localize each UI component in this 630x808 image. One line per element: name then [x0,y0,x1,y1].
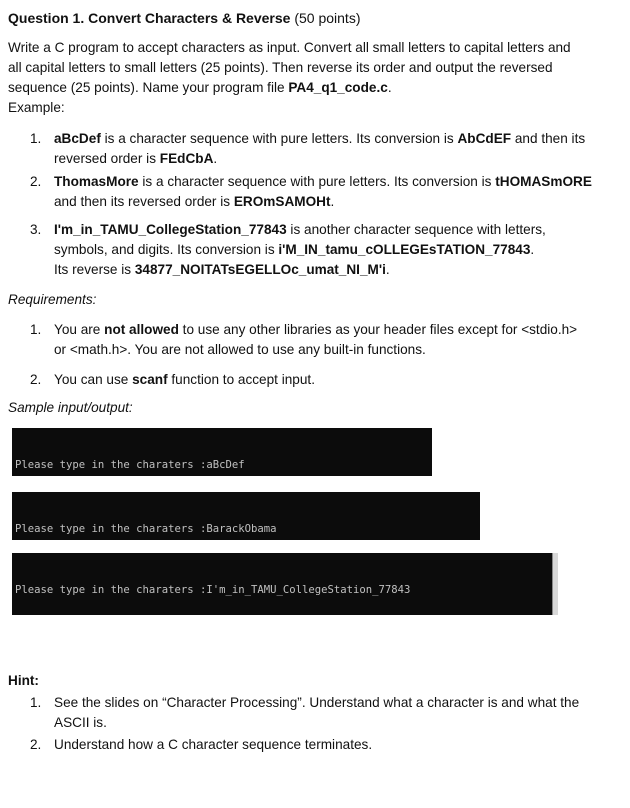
requirements-heading: Requirements: [8,292,97,307]
console-line: Please type in the charaters :aBcDef [15,459,245,471]
hint-item-2: 2. Understand how a C character sequence terminates. [30,737,373,752]
console-scrollbar[interactable] [552,553,558,615]
example-item-1: 1. aBcDef is a character sequence with pure letters. Its conversion is AbCdEF and then its reversed order is FEdCbA. [30,131,586,166]
program-filename: PA4_q1_code.c [288,80,388,95]
console-window-1 [12,428,432,476]
example-item-3: 3. I'm_in_TAMU_CollegeStation_77843 is another character sequence with letters, symbols, and digits. Its conversion is i'M_IN_tamu_cOLLEGEsTATION_77843. Its reverse is 34877_NOITATsEGELLOc_umat_NI_M'i. [30,222,546,277]
console-line: Please type in the charaters :I'm_in_TAMU_CollegeStation_77843 [15,584,411,596]
sample-heading: Sample input/output: [8,400,133,415]
hint-heading: Hint: [8,673,39,688]
example-item-2: 2. ThomasMore is a character sequence with pure letters. Its conversion is tHOMASmORE and then its reversed order is EROmSAMOHt. [30,174,592,209]
requirement-item-1: 1. You are not allowed to use any other libraries as your header files except for <stdio.h> or <math.h>. You are not allowed to use any built-in functions. [30,322,578,357]
console-window-3 [12,553,558,615]
example-label: Example: [8,100,65,115]
console-window-2 [12,492,480,540]
hint-item-1: 1. See the slides on “Character Processing”. Understand what a character is and what the ASCII is. [30,695,580,730]
requirement-item-2: 2. You can use scanf function to accept input. [30,372,315,387]
console-line: Please type in the charaters :BarackObama [15,523,277,535]
intro-paragraph: Write a C program to accept characters as input. Convert all small letters to capital letters and all capital letters to small letters (25 points). Then reverse its order and output the reversed sequence (25 points). Name your program file PA4_q1_code.c. Example: [8,38,608,118]
question-title: Question 1. Convert Characters & Reverse (50 points) [8,10,361,26]
